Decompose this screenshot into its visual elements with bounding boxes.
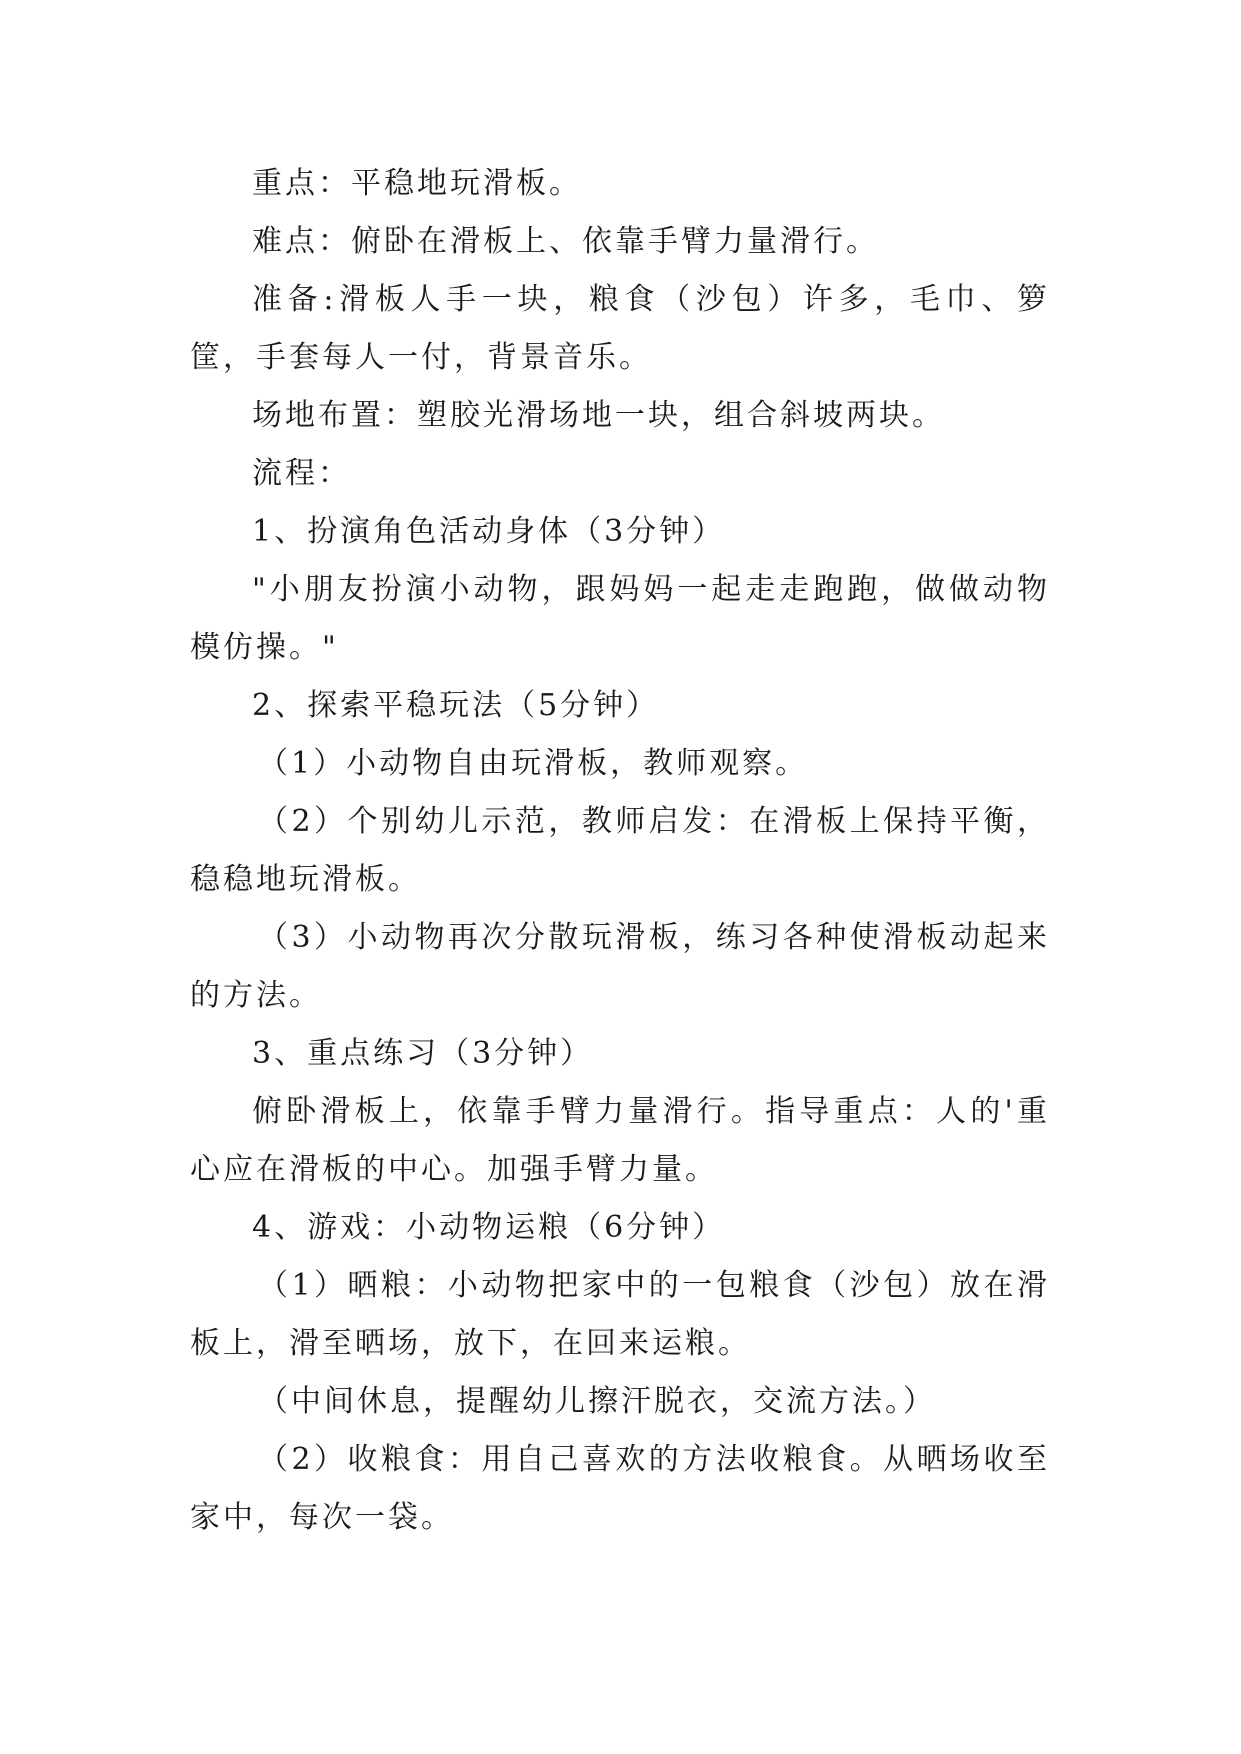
paragraph-venue: 场地布置：塑胶光滑场地一块，组合斜坡两块。 bbox=[252, 398, 945, 433]
paragraph-step-2-3: （3）小动物再次分散玩滑板，练习各种使滑板动起来的方法。 bbox=[190, 920, 1050, 1013]
paragraph-step-3-body: 俯卧滑板上，依靠手臂力量滑行。指导重点：人的'重心应在滑板的中心。加强手臂力量。 bbox=[190, 1094, 1050, 1187]
paragraph-step-2-1: （1）小动物自由玩滑板，教师观察。 bbox=[258, 746, 809, 781]
paragraph-step-4-1: （1）晒粮：小动物把家中的一包粮食（沙包）放在滑板上，滑至晒场，放下，在回来运粮。 bbox=[190, 1268, 1050, 1361]
paragraph-step-1-quote: "小朋友扮演小动物，跟妈妈一起走走跑跑，做做动物模仿操。" bbox=[190, 572, 1050, 665]
paragraph-step-4-2: （2）收粮食：用自己喜欢的方法收粮食。从晒场收至家中，每次一袋。 bbox=[190, 1442, 1050, 1535]
paragraph-step-2-2: （2）个别幼儿示范，教师启发：在滑板上保持平衡，稳稳地玩滑板。 bbox=[190, 804, 1050, 897]
paragraph-key-point: 重点：平稳地玩滑板。 bbox=[252, 166, 582, 201]
paragraph-step-4-rest: （中间休息，提醒幼儿擦汗脱衣，交流方法。） bbox=[258, 1384, 936, 1419]
paragraph-step-2: 2、探索平稳玩法（5分钟） bbox=[252, 688, 660, 723]
document-body bbox=[190, 155, 1050, 1547]
paragraph-process: 流程： bbox=[252, 456, 351, 491]
paragraph-step-4: 4、游戏：小动物运粮（6分钟） bbox=[252, 1210, 726, 1245]
paragraph-step-3: 3、重点练习（3分钟） bbox=[252, 1036, 594, 1071]
paragraph-step-1: 1、扮演角色活动身体（3分钟） bbox=[252, 514, 726, 549]
paragraph-preparation: 准备:滑板人手一块，粮食（沙包）许多，毛巾、箩筐，手套每人一付，背景音乐。 bbox=[190, 282, 1050, 375]
paragraph-difficulty: 难点：俯卧在滑板上、依靠手臂力量滑行。 bbox=[252, 224, 879, 259]
